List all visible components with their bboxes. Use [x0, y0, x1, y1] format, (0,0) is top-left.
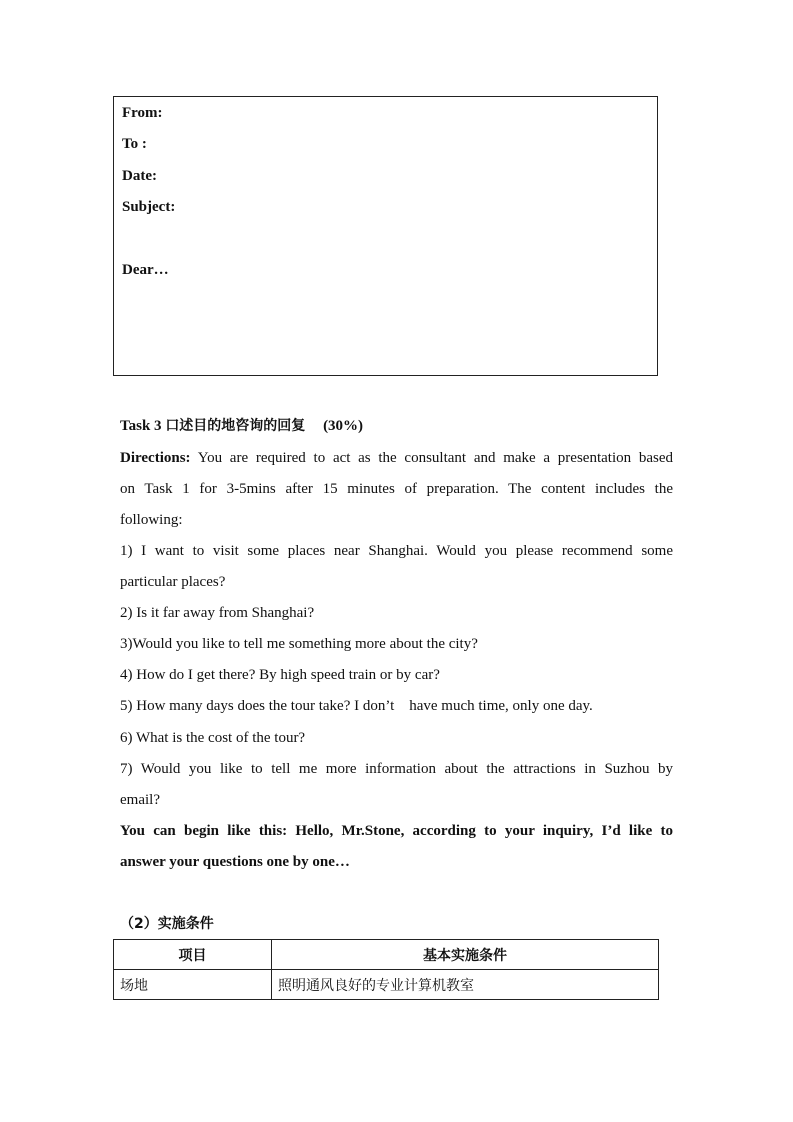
question-1-line-2: particular places? [120, 574, 226, 590]
question-2: 2) Is it far away from Shanghai? [120, 605, 315, 621]
table-header-condition: 基本实施条件 [272, 940, 659, 970]
task3-title-cn: 口述目的地咨询的回复 [165, 418, 306, 434]
task3-weight: (30%) [323, 418, 364, 434]
to-label: To : [122, 136, 147, 152]
table-cell-item: 场地 [114, 970, 272, 1000]
task3-title [120, 416, 673, 436]
greeting-label: Dear… [122, 262, 169, 278]
question-5: 5) How many days does the tour take? I don’t have much time, only one day. [120, 698, 593, 714]
question-4: 4) How do I get there? By high speed train or by car? [120, 667, 440, 683]
directions-line-2: on Task 1 for 3-5mins after 15 minutes of preparation. The content includes the [120, 481, 673, 497]
subject-label: Subject: [122, 199, 176, 215]
question-3: 3)Would you like to tell me something more about the city? [120, 636, 478, 652]
table-cell-condition: 照明通风良好的专业计算机教室 [272, 970, 659, 1000]
question-6: 6) What is the cost of the tour? [120, 730, 306, 746]
task3-label: Task 3 [120, 418, 162, 434]
directions-line-1 [120, 448, 673, 468]
question-7-line-1: 7) Would you like to tell me more information about the attractions in Suzhou by [120, 761, 673, 777]
directions-label: Directions: [120, 450, 191, 466]
table-header-item: 项目 [114, 940, 272, 970]
directions-text-1: You are required to act as the consultant and make a presentation based [197, 450, 674, 466]
table-header-row [114, 940, 659, 970]
question-7-line-2: email? [120, 792, 160, 808]
conditions-heading: （2）实施条件 [120, 916, 214, 932]
opening-line-2: answer your questions one by one… [120, 854, 350, 870]
email-template-box [113, 96, 658, 376]
directions-line-3: following: [120, 512, 183, 528]
date-label: Date: [122, 168, 157, 184]
question-1-line-1: 1) I want to visit some places near Shanghai. Would you please recommend some [120, 543, 673, 559]
table-row [114, 970, 659, 1000]
from-label: From: [122, 105, 163, 121]
conditions-table [113, 939, 659, 1000]
opening-line-1: You can begin like this: Hello, Mr.Stone, according to your inquiry, I’d like to [120, 823, 673, 839]
